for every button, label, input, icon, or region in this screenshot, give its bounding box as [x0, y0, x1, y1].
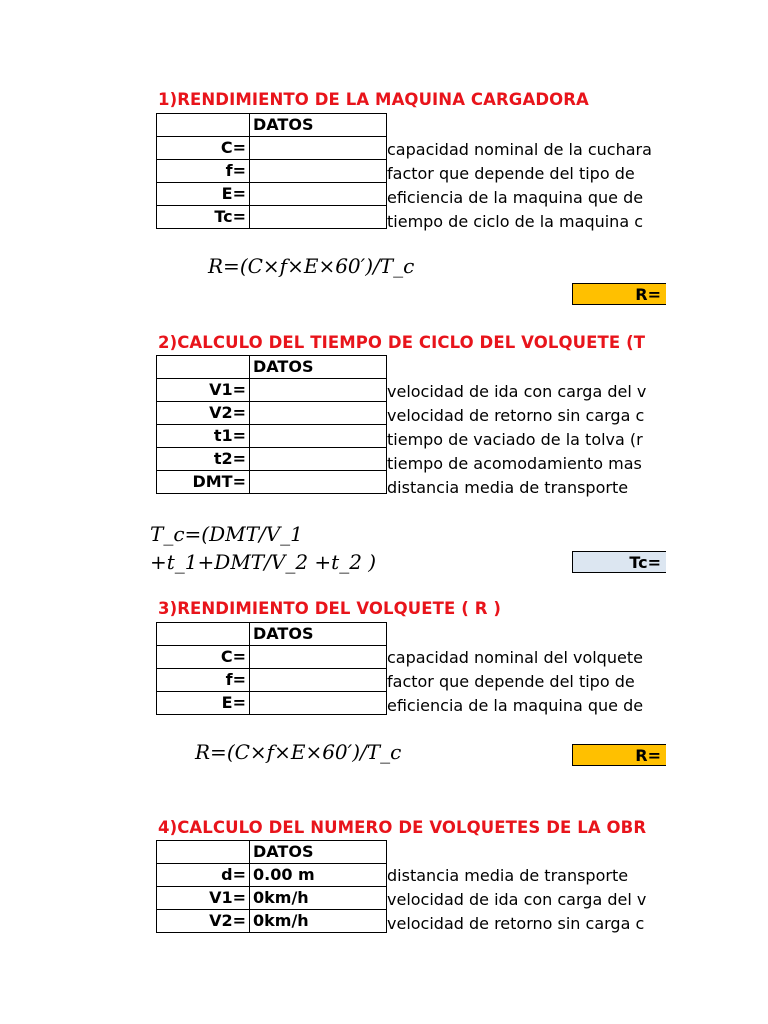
desc-f: factor que depende del tipo de	[387, 164, 635, 183]
input-d[interactable]: 0.00 m	[250, 864, 387, 887]
input-t1[interactable]	[250, 425, 387, 448]
section-1-title: 1)RENDIMIENTO DE LA MAQUINA CARGADORA	[158, 90, 589, 109]
datos-header: DATOS	[250, 356, 387, 379]
desc-v1: velocidad de ida con carga del v	[387, 890, 647, 909]
desc-d: distancia media de transporte	[387, 866, 629, 885]
input-c[interactable]	[250, 137, 387, 160]
desc-tc: tiempo de ciclo de la maquina c	[387, 212, 644, 231]
input-dmt[interactable]	[250, 471, 387, 494]
label-dmt: DMT=	[157, 471, 250, 494]
section-4-title: 4)CALCULO DEL NUMERO DE VOLQUETES DE LA OBR	[158, 818, 647, 837]
datos-header: DATOS	[250, 623, 387, 646]
section-1-descriptions	[387, 138, 652, 234]
label-t2: t2=	[157, 448, 250, 471]
label-v2: V2=	[157, 402, 250, 425]
result-tc[interactable]: Tc=	[572, 551, 666, 573]
section-3-descriptions	[387, 646, 643, 718]
label-tc: Tc=	[157, 206, 250, 229]
desc-v2: velocidad de retorno sin carga c	[387, 406, 645, 425]
desc-e: eficiencia de la maquina que de	[387, 188, 644, 207]
label-d: d=	[157, 864, 250, 887]
section-4-descriptions	[387, 864, 646, 936]
input-e[interactable]	[250, 183, 387, 206]
section-2-table	[156, 355, 387, 494]
desc-c: capacidad nominal del volquete	[387, 648, 643, 667]
label-f: f=	[157, 669, 250, 692]
formula-rendimiento-cargadora: R=(C×f×E×60′)/T_c	[208, 254, 415, 278]
input-t2[interactable]	[250, 448, 387, 471]
label-c: C=	[157, 646, 250, 669]
input-v1[interactable]	[250, 379, 387, 402]
label-f: f=	[157, 160, 250, 183]
label-v1: V1=	[157, 379, 250, 402]
input-c[interactable]	[250, 646, 387, 669]
section-2-title: 2)CALCULO DEL TIEMPO DE CICLO DEL VOLQUETE (T	[158, 333, 646, 352]
header-blank-cell[interactable]	[157, 114, 250, 137]
label-v2: V2=	[157, 910, 250, 933]
input-tc[interactable]	[250, 206, 387, 229]
desc-t2: tiempo de acomodamiento mas	[387, 454, 642, 473]
input-f[interactable]	[250, 160, 387, 183]
header-blank-cell[interactable]	[157, 356, 250, 379]
formula-tiempo-ciclo-line-2: +t_1+DMT/V_2 +t_2 )	[150, 550, 377, 574]
desc-dmt: distancia media de transporte	[387, 478, 629, 497]
header-blank-cell[interactable]	[157, 623, 250, 646]
label-v1: V1=	[157, 887, 250, 910]
label-t1: t1=	[157, 425, 250, 448]
result-r-volquete[interactable]: R=	[572, 744, 666, 766]
section-2-descriptions	[387, 380, 646, 500]
input-v2[interactable]	[250, 402, 387, 425]
header-blank-cell[interactable]	[157, 841, 250, 864]
datos-header: DATOS	[250, 841, 387, 864]
result-r-cargadora[interactable]: R=	[572, 283, 666, 305]
formula-rendimiento-volquete: R=(C×f×E×60′)/T_c	[195, 740, 402, 764]
desc-c: capacidad nominal de la cuchara	[387, 140, 652, 159]
section-4-table	[156, 840, 387, 933]
datos-header: DATOS	[250, 114, 387, 137]
input-f[interactable]	[250, 669, 387, 692]
input-v1[interactable]: 0km/h	[250, 887, 387, 910]
section-3-table	[156, 622, 387, 715]
formula-tiempo-ciclo-line-1: T_c=(DMT/V_1	[150, 522, 303, 546]
label-c: C=	[157, 137, 250, 160]
input-v2[interactable]: 0km/h	[250, 910, 387, 933]
desc-v1: velocidad de ida con carga del v	[387, 382, 647, 401]
desc-f: factor que depende del tipo de	[387, 672, 635, 691]
desc-t1: tiempo de vaciado de la tolva (r	[387, 430, 643, 449]
label-e: E=	[157, 692, 250, 715]
section-3-title: 3)RENDIMIENTO DEL VOLQUETE ( R )	[158, 599, 501, 618]
desc-v2: velocidad de retorno sin carga c	[387, 914, 645, 933]
desc-e: eficiencia de la maquina que de	[387, 696, 644, 715]
label-e: E=	[157, 183, 250, 206]
section-1-table	[156, 113, 387, 229]
input-e[interactable]	[250, 692, 387, 715]
